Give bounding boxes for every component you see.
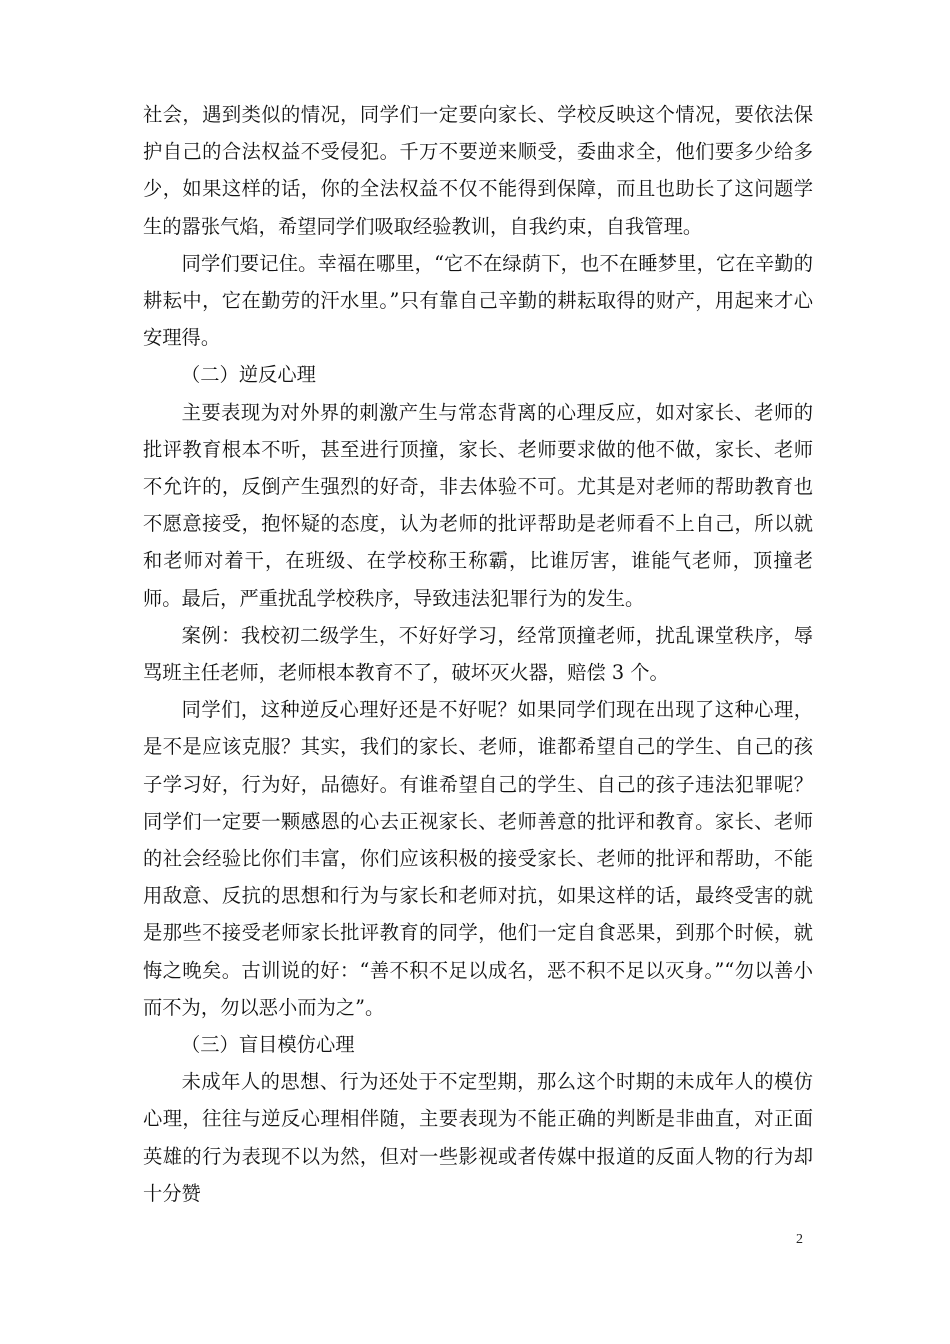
section-heading: （二）逆反心理 [181, 363, 316, 387]
paragraph: 社会，遇到类似的情况，同学们一定要向家长、学校反映这个情况，要依法保护自己的合法权益不受侵犯。千万不要逆来顺受，委曲求全，他们要多少给多少，如果这样的话，你的全法权益不仅不能得到保障，而且也助长了这问题学生的嚣张气焰，希望同学们吸取经验教训，自我约束，自我管理。 [143, 103, 813, 238]
page-number: 2 [796, 1232, 803, 1247]
paragraph: 案例：我校初二级学生，不好好学习，经常顶撞老师，扰乱课堂秩序，辱骂班主任老师，老师根本教育不了，破坏灭火器，赔偿 3 个。 [143, 623, 813, 685]
paragraph: 主要表现为对外界的刺激产生与常态背离的心理反应，如对家长、老师的批评教育根本不听，甚至进行顶撞，家长、老师要求做的他不做，家长、老师不允许的，反倒产生强烈的好奇，非去体验不可。尤其是对老师的帮助教育也不愿意接受，抱怀疑的态度，认为老师的批评帮助是老师看不上自己，所以就和老师对着干，在班级、在学校称王称霸，比谁厉害，谁能气老师，顶撞老师。最后，严重扰乱学校秩序，导致违法犯罪行为的发生。 [143, 400, 813, 610]
paragraph: 同学们，这种逆反心理好还是不好呢？如果同学们现在出现了这种心理，是不是应该克服？其实，我们的家长、老师，谁都希望自己的学生、自己的孩子学习好，行为好，品德好。有谁希望自己的学生、自己的孩子违法犯罪呢？同学们一定要一颗感恩的心去正视家长、老师善意的批评和教育。家长、老师的社会经验比你们丰富，你们应该积极的接受家长、老师的批评和帮助，不能用敌意、反抗的思想和行为与家长和老师对抗，如果这样的话，最终受害的就是那些不接受老师家长批评教育的同学，他们一定自食恶果，到那个时候，就悔之晚矣。古训说的好：“善不积不足以成名，恶不积不足以灭身。”“勿以善小而不为，勿以恶小而为之”。 [143, 698, 813, 1019]
paragraph: 未成年人的思想、行为还处于不定型期，那么这个时期的未成年人的模仿心理，往往与逆反心理相伴随，主要表现为不能正确的判断是非曲直，对正面英雄的行为表现不以为然，但对一些影视或者传媒中报道的反面人物的行为却十分赞 [143, 1070, 813, 1205]
body-text [143, 96, 813, 1212]
paragraph: 同学们要记住。幸福在哪里，“它不在绿荫下，也不在睡梦里，它在辛勤的耕耘中，它在勤劳的汗水里。”只有靠自己辛勤的耕耘取得的财产，用起来才心安理得。 [143, 251, 813, 350]
section-heading: （三）盲目模仿心理 [181, 1033, 355, 1057]
